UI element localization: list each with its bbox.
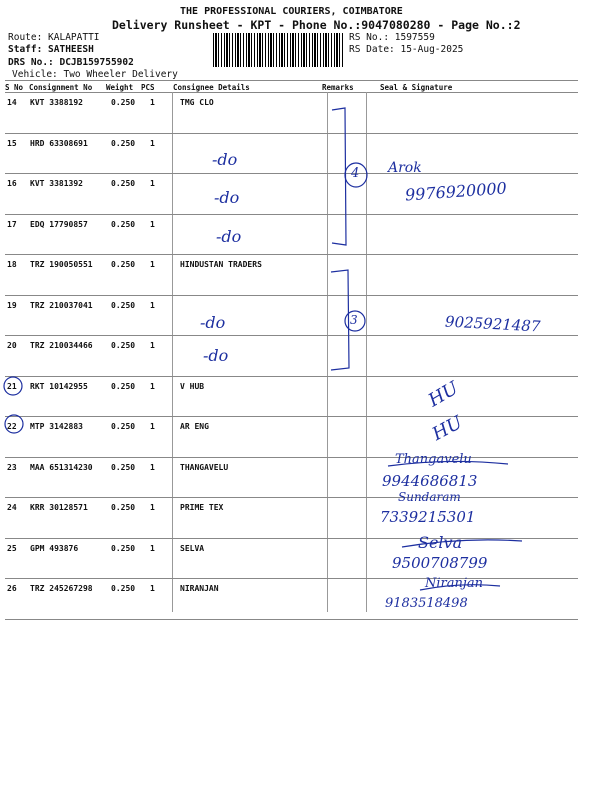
row-consignment-no: TRZ 190050551 [30,260,93,269]
row-sno: 26 [7,584,17,593]
row-sno: 25 [7,543,17,553]
row-pcs: 1 [150,260,155,269]
signature-phone-b: 9025921487 [444,312,541,336]
remarks-bracket-b [331,270,349,370]
row-consignment-no: KVT 3381392 [30,179,83,188]
row-weight: 0.250 [111,260,136,269]
row-pcs: 1 [150,179,155,188]
col-sno: S No [5,83,24,92]
row-weight: 0.250 [111,381,136,391]
row-pcs: 1 [150,584,155,593]
signature-thangavelu: Thangavelu [395,452,472,467]
row-sno: 23 [7,462,17,472]
row-consignment-no: TRZ 210037041 [30,300,93,310]
circle-row-21 [4,377,22,395]
hu-mark-a: HU [424,377,463,412]
row-consignee: SELVA [180,543,205,553]
row-weight: 0.250 [111,584,136,593]
row-weight: 0.250 [111,179,136,188]
row-pcs: 1 [150,422,155,431]
ditto-mark-2: -do [214,188,240,207]
hu-mark-b: HU [428,411,466,446]
signature-selva: Selva [418,533,463,552]
row-consignee: AR ENG [180,422,209,431]
runsheet-title: Delivery Runsheet - KPT - Phone No.:9047080280 - Page No.:2 [112,18,521,32]
row-sno: 16 [7,179,17,188]
row-pcs: 1 [150,381,155,391]
row-consignment-no: RKT 10142955 [30,381,88,391]
row-sno: 24 [7,503,17,512]
row-sno: 20 [7,341,17,350]
row-weight: 0.250 [111,300,136,310]
row-sno: 22 [7,422,17,431]
rs-date: RS Date: 15-Aug-2025 [349,44,464,55]
row-sno: 18 [7,260,17,269]
col-pcs: PCS [141,83,155,92]
row-consignee: HINDUSTAN TRADERS [180,260,262,269]
phone-thangavelu: 9944686813 [382,472,478,490]
row-consignee: NIRANJAN [180,584,219,593]
row-consignment-no: EDQ 17790857 [30,219,88,229]
staff-label: Staff: SATHEESH [8,44,94,55]
row-consignment-no: TRZ 210034466 [30,341,93,350]
ditto-mark-5: -do [203,346,229,365]
remark-number-3: 3 [350,313,358,327]
signature-niranjan: Niranjan [425,576,484,591]
row-consignee: V HUB [180,381,205,391]
row-weight: 0.250 [111,543,136,553]
row-weight: 0.250 [111,138,136,148]
row-pcs: 1 [150,462,155,472]
row-sno: 15 [7,138,17,148]
row-sno: 14 [7,98,17,107]
row-pcs: 1 [150,98,155,107]
row-weight: 0.250 [111,219,136,229]
row-consignment-no: GPM 493876 [30,543,79,553]
row-pcs: 1 [150,138,155,148]
circle-row-22 [5,415,23,433]
company-title: THE PROFESSIONAL COURIERS, COIMBATORE [180,6,403,17]
col-remarks: Remarks [322,83,354,92]
row-pcs: 1 [150,543,155,553]
row-weight: 0.250 [111,422,136,431]
row-sno: 19 [7,300,17,310]
ditto-mark-4: -do [200,313,226,332]
col-seal: Seal & Signature [380,83,453,92]
row-consignee: PRIME TEX [180,503,224,512]
ditto-mark-3: -do [216,227,242,246]
signature-phone-a: 9976920000 [404,178,508,205]
row-consignment-no: TRZ 245267298 [30,584,93,593]
vehicle-label: Vehicle: Two Wheeler Delivery [12,69,178,80]
ditto-mark-1: -do [212,150,238,169]
route-label: Route: KALAPATTI [8,32,100,43]
row-sno: 17 [7,219,17,229]
row-consignment-no: MTP 3142883 [30,422,83,431]
row-sno: 21 [7,381,17,391]
row-weight: 0.250 [111,98,136,107]
drs-label: DRS No.: DCJB159755902 [8,57,134,68]
phone-selva: 9500708799 [392,554,488,572]
signature-sundaram: Sundaram [398,490,461,504]
col-consignment: Consignment No [29,83,93,92]
phone-sundaram: 7339215301 [380,508,476,526]
row-consignment-no: MAA 651314230 [30,462,93,472]
row-consignment-no: KRR 30128571 [30,503,88,512]
remark-number-4: 4 [351,166,360,181]
row-consignee: THANGAVELU [180,462,229,472]
row-weight: 0.250 [111,341,136,350]
row-consignment-no: HRD 63308691 [30,138,88,148]
signature-name-a: Arok [388,160,422,176]
row-consignee: TMG CLO [180,98,214,107]
row-pcs: 1 [150,503,155,512]
col-weight: Weight [106,83,134,92]
row-weight: 0.250 [111,462,136,472]
row-pcs: 1 [150,219,155,229]
row-consignment-no: KVT 3388192 [30,98,83,107]
col-consignee: Consignee Details [173,83,250,92]
row-weight: 0.250 [111,503,136,512]
phone-niranjan: 9183518498 [385,596,468,611]
rs-number: RS No.: 1597559 [349,32,435,43]
remarks-bracket-a [332,108,346,245]
row-pcs: 1 [150,300,155,310]
row-pcs: 1 [150,341,155,350]
